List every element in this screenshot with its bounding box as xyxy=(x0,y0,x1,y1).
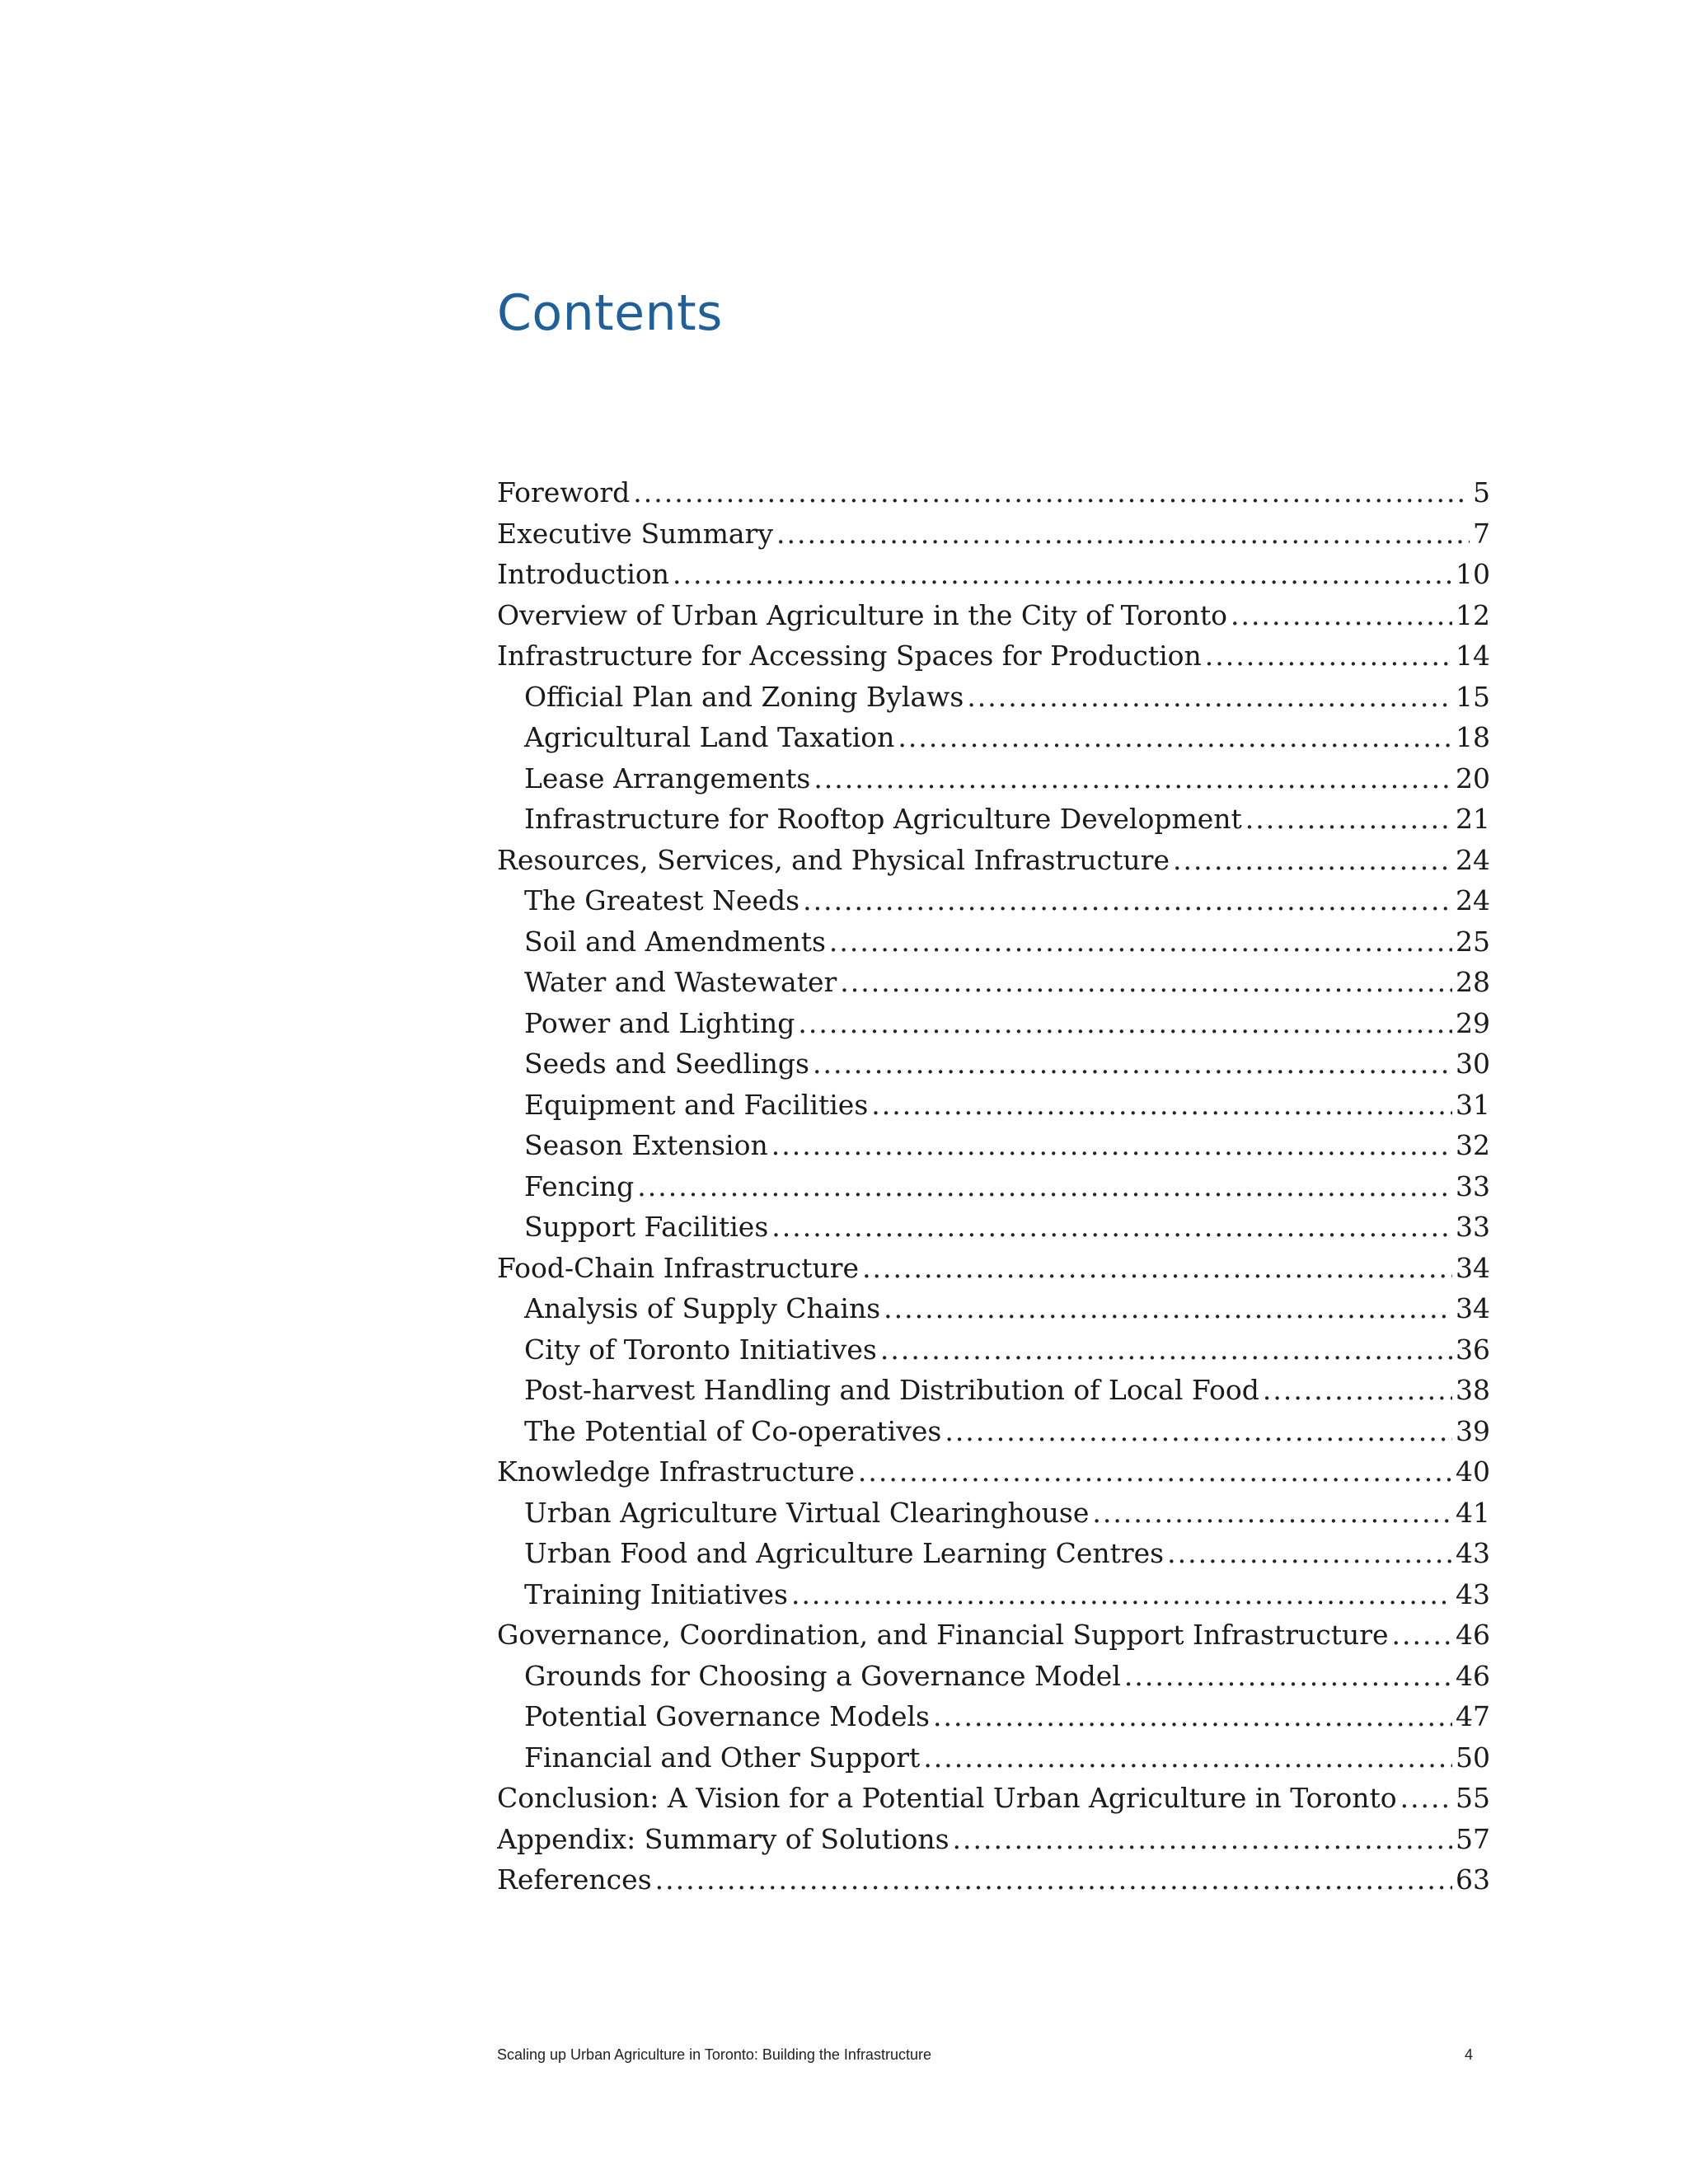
toc-page-number: 47 xyxy=(1456,1700,1490,1732)
toc-page-number: 50 xyxy=(1456,1741,1490,1774)
toc-entry[interactable] xyxy=(497,558,1490,599)
toc-entry-title: Financial and Other Support xyxy=(524,1741,921,1774)
toc-page-number: 36 xyxy=(1456,1333,1490,1366)
dot-leader xyxy=(814,762,1452,794)
toc-subentry[interactable] xyxy=(497,1129,1490,1170)
dot-leader xyxy=(1400,1782,1452,1814)
dot-leader xyxy=(791,1578,1452,1610)
toc-page-number: 57 xyxy=(1456,1822,1490,1855)
toc-subentry[interactable] xyxy=(497,1415,1490,1456)
toc-page-number: 21 xyxy=(1456,803,1490,835)
dot-leader xyxy=(1205,640,1452,672)
toc-subentry[interactable] xyxy=(497,926,1490,967)
dot-leader xyxy=(655,1863,1452,1896)
toc-entry-title: Fencing xyxy=(524,1169,635,1202)
toc-page-number: 24 xyxy=(1456,884,1490,916)
toc-entry[interactable] xyxy=(497,1782,1490,1823)
toc-subentry[interactable] xyxy=(497,1047,1490,1089)
toc-page-number: 28 xyxy=(1456,966,1490,998)
toc-subentry[interactable] xyxy=(497,803,1490,844)
toc-page-number: 33 xyxy=(1456,1169,1490,1202)
toc-entry-title: Equipment and Facilities xyxy=(524,1088,869,1121)
dot-leader xyxy=(1092,1497,1452,1529)
toc-entry-title: References xyxy=(497,1863,652,1896)
toc-page-number: 24 xyxy=(1456,843,1490,876)
dot-leader xyxy=(1392,1619,1452,1651)
toc-entry[interactable] xyxy=(497,1863,1490,1905)
toc-subentry[interactable] xyxy=(497,1497,1490,1538)
toc-entry[interactable] xyxy=(497,1823,1490,1864)
footer-document-title: Scaling up Urban Agriculture in Toronto: Building the Infrastructure xyxy=(497,2046,931,2063)
dot-leader xyxy=(776,518,1470,550)
toc-page-number: 34 xyxy=(1456,1251,1490,1284)
toc-entry-title: Potential Governance Models xyxy=(524,1700,930,1732)
dot-leader xyxy=(923,1741,1452,1774)
toc-entry-title: Executive Summary xyxy=(497,517,773,550)
toc-subentry[interactable] xyxy=(497,884,1490,926)
toc-entry-title: Lease Arrangements xyxy=(524,762,811,794)
dot-leader xyxy=(803,884,1452,916)
toc-subentry[interactable] xyxy=(497,1007,1490,1048)
toc-entry-title: Knowledge Infrastructure xyxy=(497,1455,855,1488)
dot-leader xyxy=(633,476,1470,509)
dot-leader xyxy=(967,681,1452,713)
toc-entry-title: Governance, Coordination, and Financial Support Infrastructure xyxy=(497,1619,1389,1651)
toc-entry[interactable] xyxy=(497,844,1490,885)
toc-entry-title: Infrastructure for Accessing Spaces for Production xyxy=(497,640,1202,672)
toc-entry-title: Analysis of Supply Chains xyxy=(524,1292,881,1324)
toc-entry-title: Post-harvest Handling and Distribution of Local Food xyxy=(524,1374,1259,1406)
dot-leader xyxy=(637,1170,1452,1202)
toc-entry-title: Soil and Amendments xyxy=(524,925,826,958)
toc-entry-title: Support Facilities xyxy=(524,1211,769,1243)
toc-page-number: 34 xyxy=(1456,1292,1490,1324)
toc-subentry[interactable] xyxy=(497,1700,1490,1741)
dot-leader xyxy=(1173,844,1452,876)
toc-subentry[interactable] xyxy=(497,1089,1490,1130)
dot-leader xyxy=(771,1129,1452,1161)
toc-entry[interactable] xyxy=(497,1619,1490,1660)
toc-page-number: 63 xyxy=(1456,1863,1490,1896)
toc-entry[interactable] xyxy=(497,1252,1490,1293)
toc-page-number: 12 xyxy=(1456,598,1490,631)
toc-page-number: 30 xyxy=(1456,1047,1490,1080)
toc-subentry[interactable] xyxy=(497,1170,1490,1212)
toc-page-number: 5 xyxy=(1473,476,1490,509)
toc-entry-title: Season Extension xyxy=(524,1129,768,1161)
dot-leader xyxy=(1167,1537,1452,1569)
toc-subentry[interactable] xyxy=(497,721,1490,762)
toc-subentry[interactable] xyxy=(497,1578,1490,1619)
toc-page-number: 31 xyxy=(1456,1088,1490,1121)
dot-leader xyxy=(813,1047,1452,1080)
page-title: Contents xyxy=(497,284,723,342)
dot-leader xyxy=(1231,599,1452,631)
footer-page-number: 4 xyxy=(1465,2046,1474,2063)
toc-entry[interactable] xyxy=(497,518,1490,559)
toc-entry-title: Appendix: Summary of Solutions xyxy=(497,1822,950,1855)
toc-page-number: 7 xyxy=(1473,517,1490,550)
toc-page-number: 43 xyxy=(1456,1537,1490,1569)
toc-entry[interactable] xyxy=(497,476,1490,518)
dot-leader xyxy=(829,926,1452,958)
dot-leader xyxy=(673,558,1452,590)
toc-subentry[interactable] xyxy=(497,1333,1490,1375)
toc-entry-title: Urban Agriculture Virtual Clearinghouse xyxy=(524,1496,1090,1529)
toc-page-number: 18 xyxy=(1456,721,1490,753)
dot-leader xyxy=(871,1089,1452,1121)
toc-page-number: 46 xyxy=(1456,1619,1490,1651)
dot-leader xyxy=(862,1252,1452,1284)
dot-leader xyxy=(798,1007,1452,1039)
toc-entry[interactable] xyxy=(497,599,1490,640)
toc-subentry[interactable] xyxy=(497,1741,1490,1783)
dot-leader xyxy=(771,1211,1452,1243)
toc-entry-title: Urban Food and Agriculture Learning Centres xyxy=(524,1537,1165,1569)
toc-entry-title: Overview of Urban Agriculture in the City of Toronto xyxy=(497,598,1227,631)
toc-page-number: 46 xyxy=(1456,1659,1490,1692)
toc-page-number: 29 xyxy=(1456,1006,1490,1039)
toc-page-number: 43 xyxy=(1456,1577,1490,1610)
dot-leader xyxy=(898,721,1452,753)
dot-leader xyxy=(880,1333,1452,1366)
toc-subentry[interactable] xyxy=(497,1292,1490,1333)
dot-leader xyxy=(884,1292,1452,1324)
dot-leader xyxy=(858,1455,1452,1488)
dot-leader xyxy=(945,1415,1452,1447)
toc-subentry[interactable] xyxy=(497,1660,1490,1701)
toc-page-number: 25 xyxy=(1456,925,1490,958)
toc-entry-title: The Potential of Co-operatives xyxy=(524,1414,942,1447)
toc-page-number: 40 xyxy=(1456,1455,1490,1488)
toc-page-number: 39 xyxy=(1456,1414,1490,1447)
toc-entry-title: Water and Wastewater xyxy=(524,966,837,998)
toc-entry[interactable] xyxy=(497,640,1490,681)
toc-page-number: 32 xyxy=(1456,1129,1490,1161)
toc-entry-title: Agricultural Land Taxation xyxy=(524,721,895,753)
toc-entry-title: Seeds and Seedlings xyxy=(524,1047,809,1080)
dot-leader xyxy=(1245,803,1452,835)
toc-entry-title: Training Initiatives xyxy=(524,1577,788,1610)
dot-leader xyxy=(1263,1374,1452,1406)
toc-entry-title: Introduction xyxy=(497,558,669,590)
toc-page-number: 14 xyxy=(1456,640,1490,672)
toc-page-number: 20 xyxy=(1456,762,1490,794)
toc-entry-title: Grounds for Choosing a Governance Model xyxy=(524,1659,1121,1692)
toc-subentry[interactable] xyxy=(497,762,1490,804)
toc-entry-title: Official Plan and Zoning Bylaws xyxy=(524,680,964,713)
toc-subentry[interactable] xyxy=(497,1537,1490,1578)
toc-entry-title: Food-Chain Infrastructure xyxy=(497,1251,860,1284)
toc-entry-title: City of Toronto Initiatives xyxy=(524,1333,877,1366)
toc-page-number: 33 xyxy=(1456,1211,1490,1243)
toc-entry-title: Resources, Services, and Physical Infrastructure xyxy=(497,843,1170,876)
toc-page-number: 15 xyxy=(1456,680,1490,713)
toc-entry[interactable] xyxy=(497,1455,1490,1497)
toc-subentry[interactable] xyxy=(497,681,1490,722)
toc-subentry[interactable] xyxy=(497,1211,1490,1252)
toc-subentry[interactable] xyxy=(497,966,1490,1007)
toc-entry-title: Power and Lighting xyxy=(524,1006,795,1039)
toc-entry-title: Conclusion: A Vision for a Potential Urban Agriculture in Toronto xyxy=(497,1782,1397,1814)
toc-entry-title: Foreword xyxy=(497,476,631,509)
toc-page-number: 10 xyxy=(1456,558,1490,590)
toc-subentry[interactable] xyxy=(497,1374,1490,1415)
dot-leader xyxy=(933,1700,1452,1732)
toc-page-number: 38 xyxy=(1456,1374,1490,1406)
dot-leader xyxy=(1124,1660,1452,1692)
toc-entry-title: Infrastructure for Rooftop Agriculture Development xyxy=(524,803,1242,835)
dot-leader xyxy=(840,966,1452,998)
toc-page-number: 41 xyxy=(1456,1496,1490,1529)
table-of-contents xyxy=(497,476,1490,1905)
toc-entry-title: The Greatest Needs xyxy=(524,884,800,916)
toc-page-number: 55 xyxy=(1456,1782,1490,1814)
dot-leader xyxy=(953,1823,1452,1855)
